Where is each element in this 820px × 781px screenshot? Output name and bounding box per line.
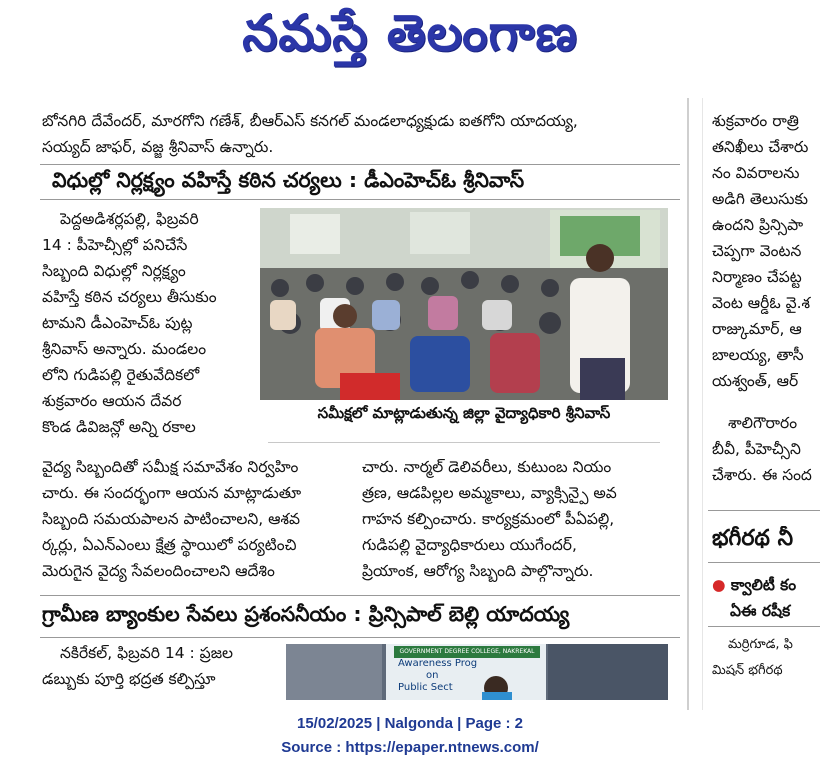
article1-line: టామని డీఎంహెచ్ఓ పుట్ల — [42, 314, 193, 332]
article1-line: వహిస్తే కఠిన చర్యలు తీసుకుం — [42, 288, 217, 306]
right-bullet-text-1: క్వాలిటీ కం — [730, 576, 797, 594]
right-line: మిషన్ భగీరథ — [712, 663, 783, 678]
footer — [0, 712, 820, 760]
article1-line: సిబ్బంది సమయపాలన పాటించాలని, ఆశవ — [42, 510, 301, 528]
right-bullet-text-2: ఏఈ రషీక — [730, 602, 791, 620]
article1-line: త్రణ, ఆడపిల్లల అమ్మకాలు, వ్యాక్సిన్పై అవ — [362, 484, 617, 502]
article1-line: చారు. నార్మల్ డెలివరీలు, కుటుంబ నియం — [362, 458, 612, 476]
banner-line-4: Public Sect — [398, 682, 453, 693]
separator — [40, 199, 680, 200]
masthead-title: నమస్తే తెలంగాణ — [242, 4, 578, 62]
top-story-line-1: బోనగిరి దేవేందర్, మారగోని గణేశ్, బీఆర్ఎస్ కనగల్ మండలాధ్యక్షుడు ఐతగోని యాదయ్య, — [42, 112, 578, 130]
right-line: మర్రిగూడ, ఫి — [728, 637, 793, 652]
meeting-photo-image — [260, 208, 668, 400]
article1-headline: విధుల్లో నిర్లక్ష్యం వహిస్తే కఠిన చర్యలు : డీఎంహెచ్ఓ శ్రీనివాస్ — [52, 168, 525, 192]
bullet-icon: ● — [712, 576, 731, 594]
separator — [708, 626, 820, 627]
article1-photo — [260, 208, 668, 400]
article1-line: పెద్దఅడిశర్లపల్లి, ఫిబ్రవరి — [60, 210, 199, 228]
article2-line: డబ్బుకు పూర్తి భద్రత కల్పిస్తూ — [42, 670, 216, 688]
right-line: అడిగి తెలుసుకు — [712, 190, 808, 208]
separator — [40, 595, 680, 596]
article2-line: నకిరేకల్, ఫిబ్రవరి 14 : ప్రజల — [60, 644, 234, 662]
banner-line-1: GOVERNMENT DEGREE COLLEGE, NAKREKAL — [399, 648, 535, 655]
banner-line-2: Awareness Prog — [398, 658, 478, 669]
column-divider — [687, 98, 689, 710]
right-bullet-line — [712, 572, 820, 598]
article1-line: 14 : పీహెచ్సీల్లో పనిచేసే — [42, 236, 188, 254]
separator — [40, 637, 680, 638]
right-line: చేశారు. ఈ సంద — [712, 466, 812, 484]
article1-line: గాహన కల్పించారు. కార్యక్రమంలో పీఏపల్లి, — [362, 510, 615, 528]
article1-line: వైద్య సిబ్బందితో సమీక్ష సమావేశం నిర్వహిం — [42, 458, 299, 476]
right-line: రాజ్కుమార్, ఆ — [712, 320, 802, 338]
right-line: నిర్మాణం చేపట్ట — [712, 268, 802, 286]
separator — [708, 562, 820, 563]
right-line: యశ్వంత్, ఆర్ — [712, 372, 799, 390]
top-story-line-2: సయ్యద్ జాఫర్, వజ్జ శ్రీనివాస్ ఉన్నారు. — [42, 138, 274, 156]
column-divider-right — [702, 98, 703, 710]
right-line: బీవీ, పీహెచ్సీని — [712, 440, 801, 458]
article1-line: కొండ డివిజన్లో అన్ని రకాల — [42, 418, 196, 436]
article1-line: లోని గుడిపల్లి రైతువేదికలో — [42, 366, 200, 384]
masthead — [0, 0, 820, 95]
article1-line: చారు. ఈ సందర్భంగా ఆయన మాట్లాడుతూ — [42, 484, 302, 502]
article1-line: ప్రియాంక, ఆరోగ్య సిబ్బంది పాల్గొన్నారు. — [362, 562, 594, 580]
article1-line: ర్కర్లు, ఏఎన్ఎంలు క్షేత్ర స్థాయిలో పర్యటించి — [42, 536, 297, 554]
separator — [40, 164, 680, 165]
separator — [708, 510, 820, 511]
article1-line: గుడిపల్లి వైద్యాధికారులు యుగేందర్, — [362, 536, 577, 554]
article1-photo-caption: సమీక్షలో మాట్లాడుతున్న జిల్లా వైద్యాధికారి శ్రీనివాస్ — [317, 404, 611, 422]
article1-line: శ్రీనివాస్ అన్నారు. మండలం — [42, 340, 207, 358]
right-line: తనిఖీలు చేశారు — [712, 138, 809, 156]
right-headline: భగీరథ నీ — [712, 526, 794, 551]
article2-headline: గ్రామీణ బ్యాంకుల సేవలు ప్రశంసనీయం : ప్రిన్సిపాల్ బెల్లి యాదయ్య — [42, 602, 570, 626]
right-line: ఉందని ప్రిన్సిపా — [712, 216, 804, 234]
caption-underline — [268, 442, 660, 443]
footer-source-line: Source : https://epaper.ntnews.com/ — [281, 739, 539, 756]
footer-date-line: 15/02/2025 | Nalgonda | Page : 2 — [297, 715, 523, 732]
article1-line: శుక్రవారం ఆయన దేవర — [42, 392, 182, 410]
right-line: నం వివరాలను — [712, 164, 800, 182]
banner-line-3: on — [426, 670, 439, 681]
right-line: వెంట ఆర్డీఓ వై.శ — [712, 294, 811, 312]
right-line: శాలిగౌరారం — [728, 414, 798, 432]
article1-line: మెరుగైన వైద్య సేవలందించాలని ఆదేశిం — [42, 562, 275, 580]
right-line: బాలయ్య, తాసీ — [712, 346, 804, 364]
right-line: శుక్రవారం రాత్రి — [712, 112, 799, 130]
right-line: చెప్పగా వెంటన — [712, 242, 802, 260]
article1-line: సిబ్బంది విధుల్లో నిర్లక్ష్యం — [42, 262, 186, 280]
article2-photo — [286, 644, 668, 700]
